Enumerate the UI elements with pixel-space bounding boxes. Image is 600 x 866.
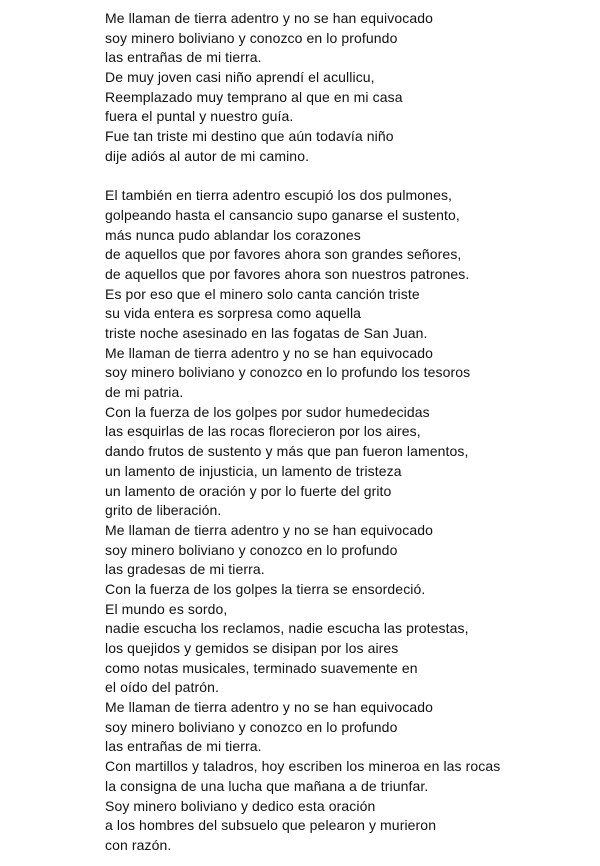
poem-line: golpeando hasta el cansancio supo ganarse el sustento,: [105, 206, 460, 223]
poem-line: las entrañas de mi tierra.: [105, 49, 262, 66]
poem-line: de aquellos que por favores ahora son grandes señores,: [105, 246, 462, 263]
poem-line: El mundo es sordo,: [105, 600, 228, 617]
poem-line: la consigna de una lucha que mañana a de triunfar.: [105, 777, 429, 794]
poem-line: a los hombres del subsuelo que pelearon y murieron: [105, 817, 437, 834]
poem-line: un lamento de injusticia, un lamento de tristeza: [105, 462, 402, 479]
poem-line: soy minero boliviano y conozco en lo profundo: [105, 29, 398, 46]
poem-line: de mi patria.: [105, 384, 184, 401]
poem-line: las gradesas de mi tierra.: [105, 561, 265, 578]
poem-line: Con la fuerza de los golpes por sudor humedecidas: [105, 403, 430, 420]
poem-line: Soy minero boliviano y dedico esta oración: [105, 797, 376, 814]
poem-line: Con la fuerza de los golpes la tierra se ensordeció.: [105, 580, 426, 597]
poem-line: grito de liberación.: [105, 502, 222, 519]
poem-line: Fue tan triste mi destino que aún todavía niño: [105, 128, 394, 145]
poem-line: más nunca pudo ablandar los corazones: [105, 226, 361, 243]
poem-line: fuera el puntal y nuestro guía.: [105, 108, 294, 125]
poem-line: triste noche asesinado en las fogatas de San Juan.: [105, 325, 428, 341]
poem-line: su vida entera es sorpresa como aquella: [105, 305, 362, 322]
poem-line: soy minero boliviano y conozco en lo profundo: [105, 718, 398, 735]
poem-line: un lamento de oración y por lo fuerte del grito: [105, 482, 392, 499]
poem-line: nadie escucha los reclamos, nadie escucha las protestas,: [105, 620, 469, 637]
poem-line: dije adiós al autor de mi camino.: [105, 147, 310, 164]
poem-line: Reemplazado muy temprano al que en mi casa: [105, 88, 403, 105]
poem-line: De muy joven casi niño aprendí el acullicu,: [105, 69, 375, 86]
poem-text: [105, 9, 585, 856]
poem-line: Me llaman de tierra adentro y no se han equivocado: [105, 699, 433, 716]
poem-line: con razón.: [105, 836, 172, 853]
poem-line: como notas musicales, terminado suavemente en: [105, 659, 418, 676]
stanza-break: [105, 167, 585, 187]
poem-line: de aquellos que por favores ahora son nuestros patrones.: [105, 265, 470, 282]
poem-line: los quejidos y gemidos se disipan por los aires: [105, 640, 399, 656]
poem-line: Me llaman de tierra adentro y no se han equivocado: [105, 344, 433, 361]
poem-line: el oído del patrón.: [105, 679, 219, 696]
poem-line: las entrañas de mi tierra.: [105, 738, 262, 755]
poem-line: soy minero boliviano y conozco en lo profundo los tesoros: [105, 364, 471, 381]
poem-line: Es por eso que el minero solo canta canción triste: [105, 285, 420, 302]
poem-line: las esquirlas de las rocas florecieron por los aires,: [105, 423, 421, 440]
poem-line: dando frutos de sustento y más que pan fueron lamentos,: [105, 443, 469, 460]
poem-line: Con martillos y taladros, hoy escriben los mineroa en las rocas: [105, 758, 501, 775]
poem-line: Me llaman de tierra adentro y no se han equivocado: [105, 521, 433, 538]
poem-line: Me llaman de tierra adentro y no se han equivocado: [105, 10, 433, 26]
poem-line: soy minero boliviano y conozco en lo profundo: [105, 541, 398, 558]
poem-line: El también en tierra adentro escupió los dos pulmones,: [105, 187, 453, 204]
